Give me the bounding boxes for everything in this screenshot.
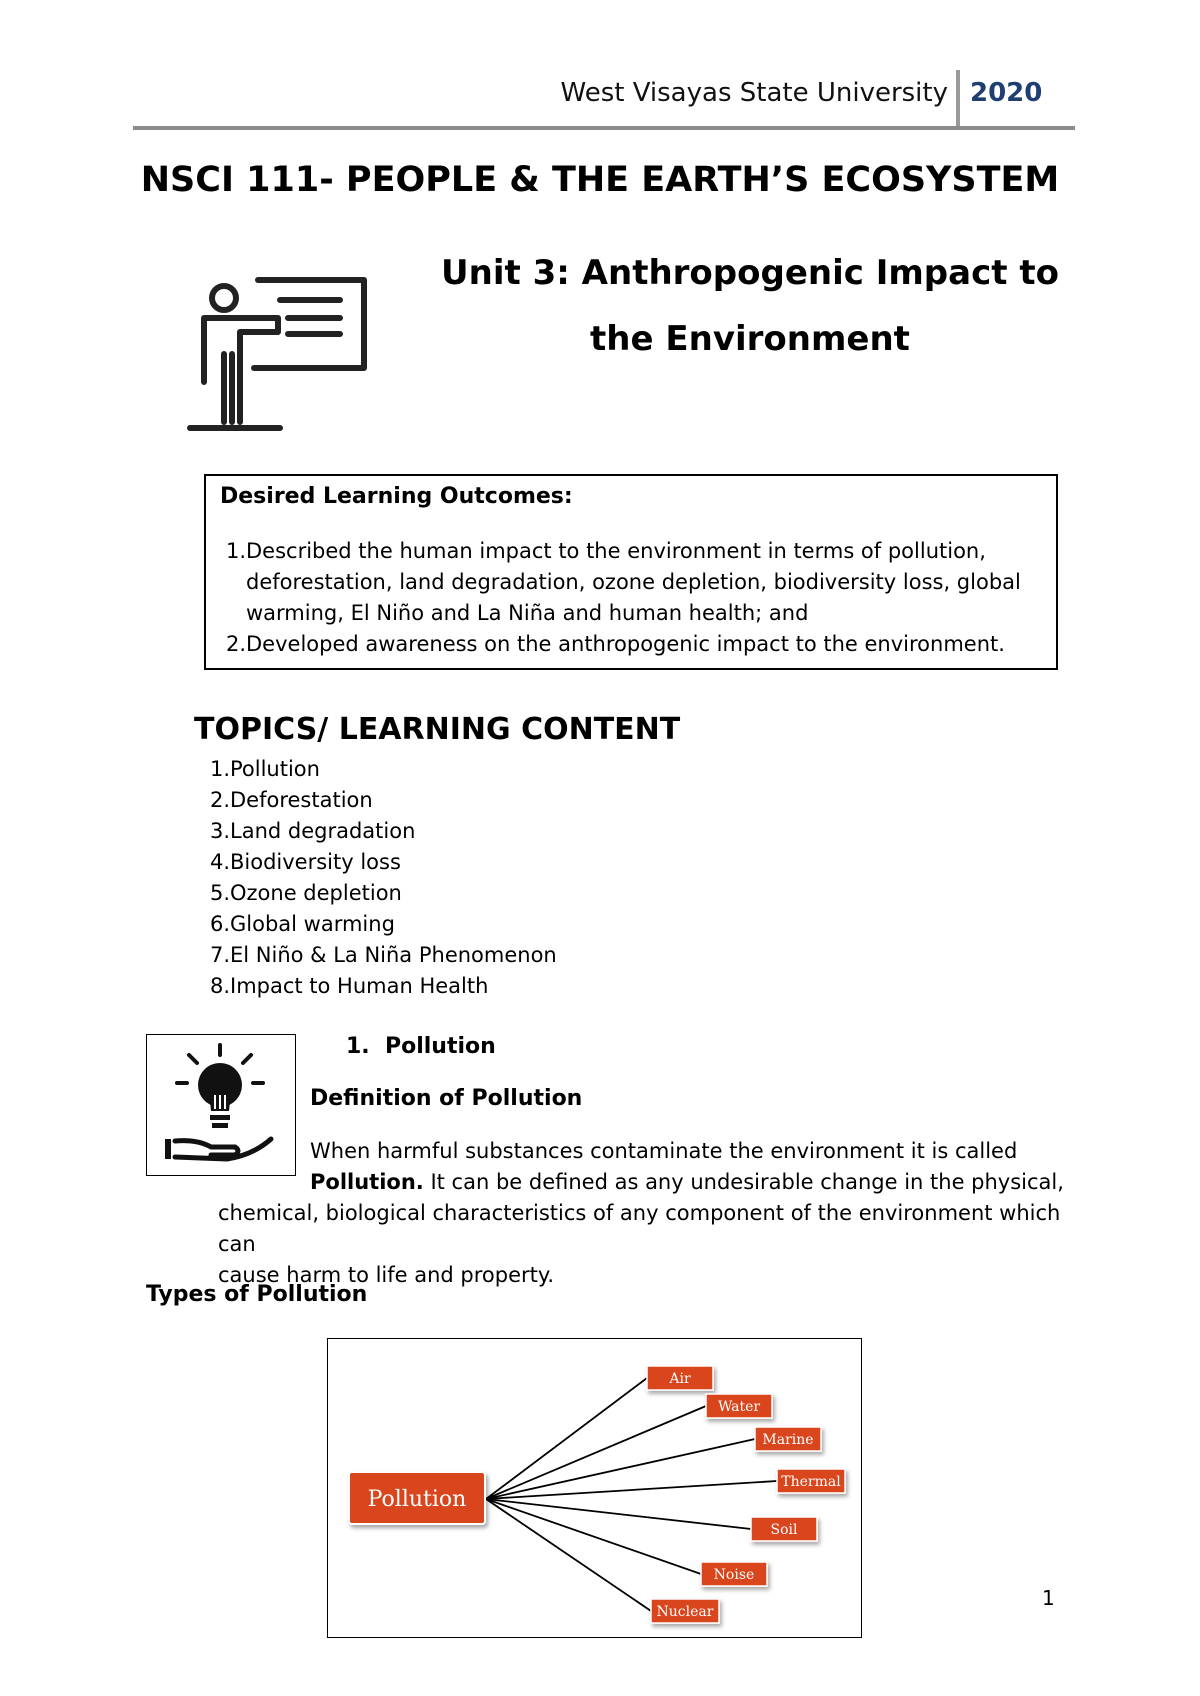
diagram-canvas [328, 1339, 860, 1636]
node-label: Air [669, 1371, 691, 1387]
topic-label: Pollution [230, 757, 320, 781]
header-divider [956, 70, 960, 130]
outcome-line: Described the human impact to the environment in terms of pollution, [246, 539, 986, 563]
paragraph-line: When harmful substances contaminate the environment it is called [310, 1139, 1018, 1163]
node-label: Water [717, 1399, 761, 1415]
topics-list [208, 754, 557, 1002]
list-number: 3. [209, 819, 230, 843]
list-item [208, 878, 557, 909]
topic-label: Biodiversity loss [230, 850, 401, 874]
definition-paragraph [218, 1136, 1078, 1291]
list-number: 8. [209, 974, 230, 998]
node-water [706, 1394, 772, 1418]
node-label: Marine [762, 1432, 814, 1448]
unit-title-line2: the Environment [590, 319, 910, 359]
paragraph-line [218, 1167, 1078, 1198]
node-label: Soil [770, 1522, 798, 1538]
list-item [208, 754, 557, 785]
list-item [208, 940, 557, 971]
learning-outcomes-list [220, 536, 1040, 660]
topic-label: Global warming [230, 912, 395, 936]
node-soil [751, 1517, 817, 1541]
list-item [208, 785, 557, 816]
header-rule [133, 126, 1075, 130]
list-item [208, 847, 557, 878]
node-label: Noise [713, 1567, 755, 1583]
course-title: NSCI 111- PEOPLE & THE EARTH’S ECOSYSTEM [140, 160, 1060, 200]
definition-heading: Definition of Pollution [310, 1086, 583, 1111]
list-item [208, 909, 557, 940]
outcome-line: warming, El Niño and La Niña and human health; and [246, 601, 809, 625]
node-noise [701, 1562, 767, 1586]
bold-term: Pollution. [310, 1170, 424, 1194]
unit-title [420, 240, 1080, 372]
list-number: 1. [225, 539, 246, 563]
learning-outcomes-title: Desired Learning Outcomes: [220, 484, 573, 509]
center-node-label: Pollution [367, 1487, 467, 1512]
list-item [220, 629, 1040, 660]
section-heading: 1. Pollution [346, 1034, 496, 1059]
node-marine [755, 1427, 821, 1451]
list-number: 7. [209, 943, 230, 967]
types-heading: Types of Pollution [146, 1282, 368, 1307]
node-label: Thermal [781, 1474, 841, 1490]
topic-label: El Niño & La Niña Phenomenon [230, 943, 557, 967]
topic-label: Impact to Human Health [230, 974, 489, 998]
pollution-types-diagram [327, 1338, 862, 1638]
outcome-text [246, 536, 1021, 629]
page-number: 1 [1042, 1586, 1055, 1610]
list-number: 4. [209, 850, 230, 874]
list-item [208, 971, 557, 1002]
teacher-board-icon [180, 270, 380, 440]
topic-label: Deforestation [230, 788, 373, 812]
node-nuclear [651, 1599, 719, 1623]
node-thermal [777, 1469, 845, 1493]
list-item [208, 816, 557, 847]
outcome-line: Developed awareness on the anthropogenic impact to the environment. [246, 632, 1005, 656]
list-item [220, 536, 1040, 629]
outcome-line: deforestation, land degradation, ozone depletion, biodiversity loss, global [246, 570, 1021, 594]
topic-label: Ozone depletion [230, 881, 402, 905]
header-year: 2020 [970, 78, 1043, 108]
list-number: 6. [209, 912, 230, 936]
list-number: 2. [209, 788, 230, 812]
topic-label: Land degradation [230, 819, 416, 843]
list-number: 2. [225, 632, 246, 656]
node-air [647, 1366, 713, 1390]
paragraph-line: chemical, biological characteristics of any component of the environment which can [218, 1201, 1061, 1256]
list-number: 5. [209, 881, 230, 905]
center-node [349, 1472, 485, 1524]
paragraph-line: cause harm to life and property. [218, 1263, 555, 1287]
unit-title-line1: Unit 3: Anthropogenic Impact to [441, 253, 1059, 293]
list-number: 1. [209, 757, 230, 781]
node-label: Nuclear [656, 1604, 714, 1620]
university-name: West Visayas State University [560, 78, 948, 108]
topics-heading: TOPICS/ LEARNING CONTENT [194, 712, 681, 747]
paragraph-text: It can be defined as any undesirable change in the physical, [423, 1170, 1064, 1194]
